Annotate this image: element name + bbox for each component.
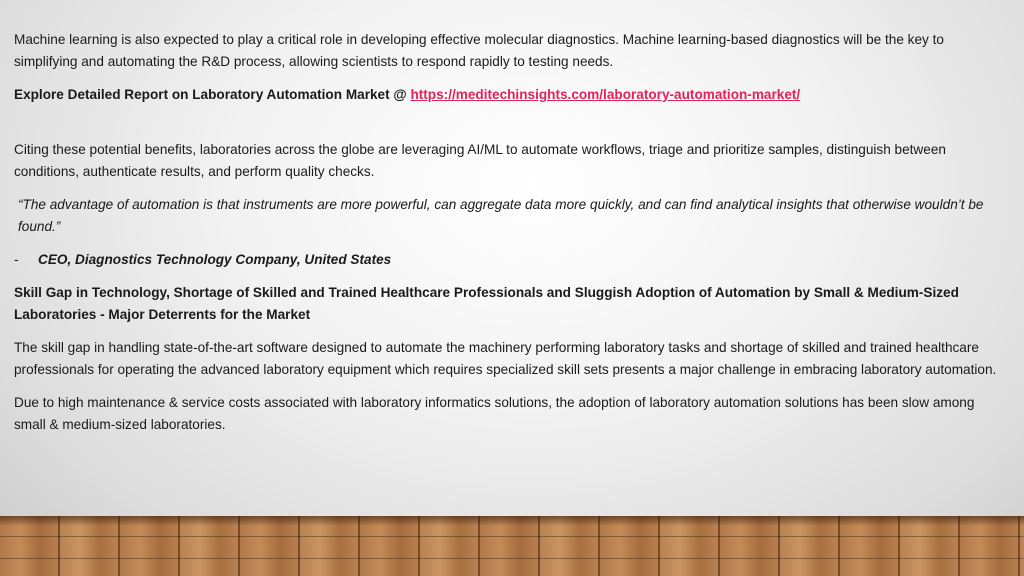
paragraph-skill-gap: The skill gap in handling state-of-the-art software designed to automate the machinery performing laboratory tasks and shortage of skilled and trained healthcare professionals for operating the advanced laboratory equipment which requires specialized skill sets presents a major challenge in embracing laboratory automation. (14, 340, 997, 377)
attribution-text: CEO, Diagnostics Technology Company, United States (38, 252, 392, 267)
floor-seam (0, 558, 1024, 559)
floor-seam (0, 536, 1024, 537)
explore-report-label: Explore Detailed Report on Laboratory Automation Market @ (14, 87, 411, 102)
explore-report-line (14, 84, 1004, 106)
attribution-dash: - (14, 252, 19, 267)
wooden-floor (0, 516, 1024, 576)
report-link[interactable]: https://meditechinsights.com/laboratory-automation-market/ (410, 87, 801, 102)
paragraph-costs: Due to high maintenance & service costs associated with laboratory informatics solutions, the adoption of laboratory automation solutions has been slow among small & medium-sized laboratories. (14, 395, 975, 432)
paragraph-benefits: Citing these potential benefits, laboratories across the globe are leveraging AI/ML to automate workflows, triage and prioritize samples, distinguish between conditions, authenticate results, and perform quality checks. (14, 142, 946, 179)
quote: “The advantage of automation is that instruments are more powerful, can aggregate data more quickly, and can find analytical insights that otherwise wouldn’t be found.” (18, 197, 984, 234)
quote-attribution (14, 249, 1004, 271)
spacer (14, 117, 1004, 139)
slide-content (14, 29, 1004, 447)
paragraph-ml-diagnostics: Machine learning is also expected to play a critical role in developing effective molecular diagnostics. Machine learning-based diagnostics will be the key to simplifying and automating the R&D process, allowing scientists to respond rapidly to testing needs. (14, 32, 944, 69)
section-heading: Skill Gap in Technology, Shortage of Skilled and Trained Healthcare Professionals and Sluggish Adoption of Automation by Small & Medium-Sized Laboratories - Major Deterrents for the Market (14, 285, 959, 322)
